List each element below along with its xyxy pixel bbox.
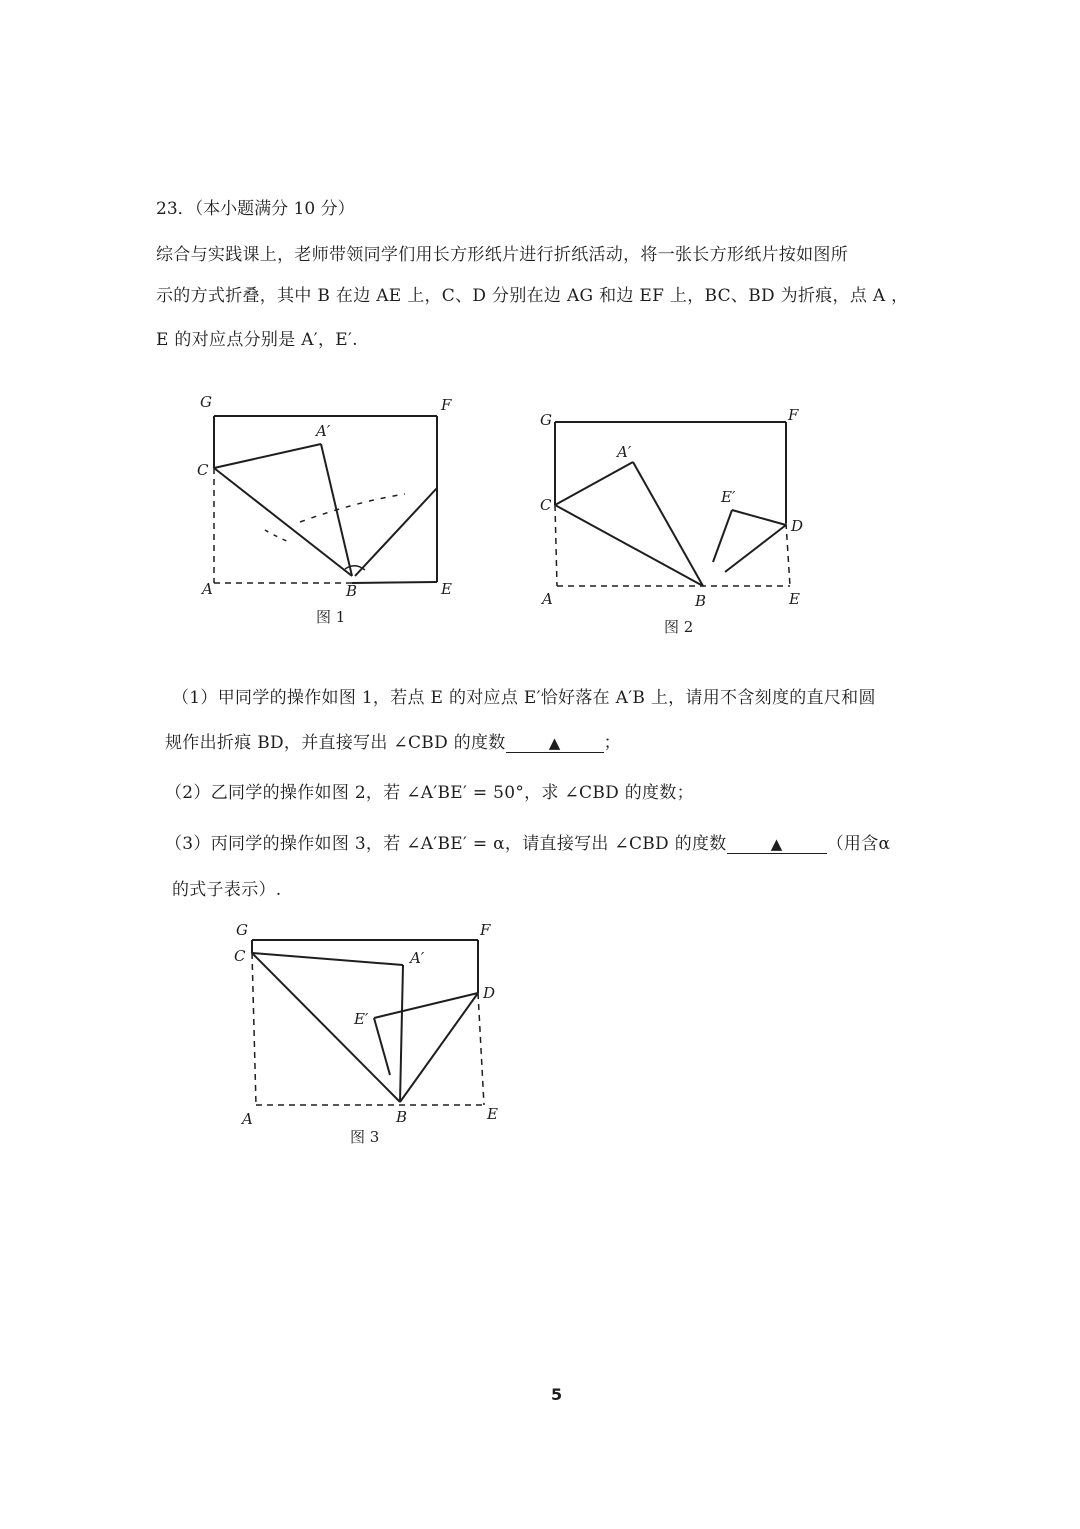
fig2-label-A: A [542, 590, 553, 608]
part3-prompt: （3）丙同学的操作如图 3，若 ∠A′BE′ = α，请直接写出 ∠CBD 的度数 [165, 834, 727, 854]
fig1-caption: 图 1 [316, 608, 346, 626]
figure-2 [535, 400, 810, 645]
fig2-label-E1: E′ [721, 488, 736, 506]
fig1-label-F: F [441, 396, 452, 414]
fig2-label-B: B [695, 592, 707, 610]
fig1-edge-CA1 [214, 444, 321, 468]
fig3-label-A1: A′ [410, 949, 425, 967]
fig3-edge-DE [478, 993, 484, 1105]
fig3-caption: 图 3 [350, 1128, 380, 1146]
fig3-label-G: G [236, 921, 248, 939]
fig2-label-E: E [789, 590, 800, 608]
fig3-edge-CA [252, 953, 256, 1105]
page-number: 5 [551, 1385, 563, 1404]
part3-blank-marker: ▲ [770, 835, 783, 853]
part1-line-2 [165, 728, 621, 753]
fig3-label-F: F [480, 921, 491, 939]
part2-line: （2）乙同学的操作如图 2，若 ∠A′BE′ = 50°，求 ∠CBD 的度数； [165, 783, 694, 803]
fig1-label-C: C [197, 461, 209, 479]
question-title: 23．（本小题满分 10 分） [156, 199, 355, 219]
part3-line-2: 的式子表示）. [172, 880, 282, 900]
fig3-label-A: A [242, 1110, 253, 1128]
fig2-edge-DE [786, 523, 790, 586]
fig3-edge-CA1 [252, 953, 403, 965]
figure-3 [230, 915, 520, 1155]
intro-line-3: E 的对应点分别是 A′，E′. [156, 330, 358, 350]
fig2-label-C: C [540, 496, 552, 514]
fig2-crease-BD [725, 525, 786, 572]
fig1-sketch-mark [265, 530, 289, 542]
fig3-label-D: D [483, 984, 496, 1002]
fig2-label-D: D [791, 517, 804, 535]
part1-line-1: （1）甲同学的操作如图 1，若点 E 的对应点 E′恰好落在 A′B 上，请用不含刻度的直尺和圆 [172, 688, 876, 708]
part1-end: ； [603, 733, 621, 753]
fig1-label-A1: A′ [316, 422, 331, 440]
fig3-label-E: E [487, 1105, 498, 1123]
intro-line-1: 综合与实践课上，老师带领同学们用长方形纸片进行折纸活动，将一张长方形纸片按如图所 [156, 245, 848, 265]
fig2-label-F: F [788, 406, 799, 424]
part3-answer-blank[interactable] [727, 835, 827, 854]
part1-answer-blank[interactable] [506, 734, 604, 753]
fig1-label-E: E [441, 580, 452, 598]
fig3-crease-BC [252, 953, 400, 1102]
intro-line-2: 示的方式折叠，其中 B 在边 AE 上，C、D 分别在边 AG 和边 EF 上，BC、BD 为折痕，点 A ， [156, 286, 909, 306]
fig3-label-E1: E′ [354, 1010, 369, 1028]
fig2-edge-CA [555, 505, 557, 586]
fig1-sketch-arc [300, 494, 405, 522]
fig2-edge-CA1 [555, 462, 633, 505]
fig3-label-C: C [234, 947, 246, 965]
fig1-label-A: A [202, 580, 213, 598]
fig1-edge-BE [352, 582, 437, 583]
fig2-label-A1: A′ [617, 443, 632, 461]
figure-1 [195, 390, 465, 635]
fig2-edge-E1B [713, 510, 732, 562]
fig1-label-G: G [200, 393, 212, 411]
fig3-edge-A1B [400, 965, 403, 1102]
part1-prompt: 规作出折痕 BD，并直接写出 ∠CBD 的度数 [165, 733, 506, 753]
fig2-caption: 图 2 [664, 618, 694, 636]
fig1-fold-line [355, 488, 437, 576]
fig1-label-B: B [346, 582, 358, 600]
fig3-edge-E1B [374, 1018, 390, 1075]
part3-end: （用含α [826, 834, 891, 854]
part3-line-1 [165, 829, 890, 854]
part1-blank-marker: ▲ [548, 734, 561, 752]
fig3-label-B: B [396, 1108, 408, 1126]
fig2-edge-E1D [732, 510, 786, 525]
fig2-label-G: G [540, 411, 552, 429]
